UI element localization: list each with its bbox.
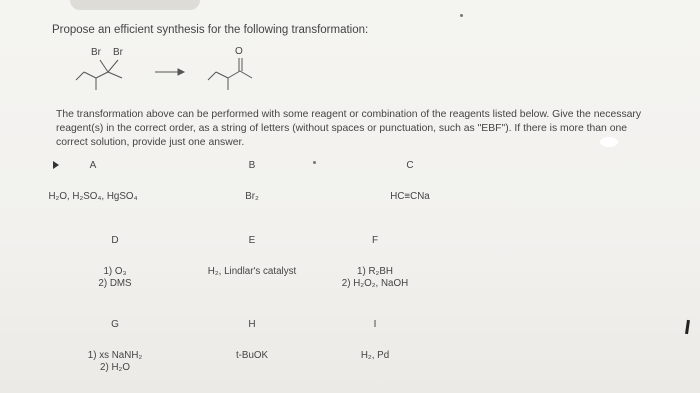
question-prompt: Propose an efficient synthesis for the following transformation:: [52, 24, 369, 36]
dibromide-structure: [76, 60, 122, 90]
option-c[interactable]: [325, 160, 495, 203]
reactant-br-label-2: Br: [113, 47, 123, 58]
option-letter: I: [373, 319, 377, 330]
option-reagent: 1) R₂BH 2) H₂O₂, NaOH: [341, 266, 409, 289]
option-f[interactable]: [290, 235, 460, 290]
option-i[interactable]: [290, 319, 460, 362]
option-reagent: H₂, Lindlar's catalyst: [207, 266, 297, 277]
reaction-arrow: [155, 69, 184, 75]
option-reagent: 1) xs NaNH₂ 2) H₂O: [87, 350, 143, 373]
option-letter: E: [248, 235, 256, 246]
option-letter: C: [406, 160, 414, 171]
option-letter: H: [248, 319, 256, 330]
option-letter: G: [111, 319, 119, 330]
product-oxygen-label: O: [235, 46, 243, 57]
option-letter: B: [248, 160, 256, 171]
option-b[interactable]: [167, 160, 337, 203]
ketone-structure: [208, 58, 252, 90]
option-reagent: HC≡CNa: [390, 191, 430, 202]
reactant-br-label-1: Br: [91, 47, 101, 58]
instructions-text: The transformation above can be performed with some reagent or combination of the reagents listed below. Give the necessary reagent(s) in the correct order, as a string of letters (without spaces or punctuation, such as "EBF"). If there is more than one correct solution, provide just one answer.: [56, 109, 642, 148]
reaction-structures: [60, 44, 260, 98]
option-letter: D: [111, 235, 119, 246]
option-letter: A: [89, 160, 97, 171]
option-letter: F: [371, 235, 379, 246]
option-reagent: H₂, Pd: [360, 350, 390, 361]
paper-edge-mark: [685, 320, 690, 334]
option-reagent: Br₂: [245, 191, 259, 202]
speck: [460, 14, 463, 17]
option-a[interactable]: [8, 160, 178, 203]
reaction-scheme: [60, 44, 260, 98]
option-reagent: t-BuOK: [235, 350, 269, 361]
option-reagent: 1) O₃ 2) DMS: [98, 266, 132, 289]
option-reagent: H₂O, H₂SO₄, HgSO₄: [48, 191, 138, 202]
glare-spot: [600, 137, 618, 147]
photo-edge-shadow: [70, 0, 200, 10]
